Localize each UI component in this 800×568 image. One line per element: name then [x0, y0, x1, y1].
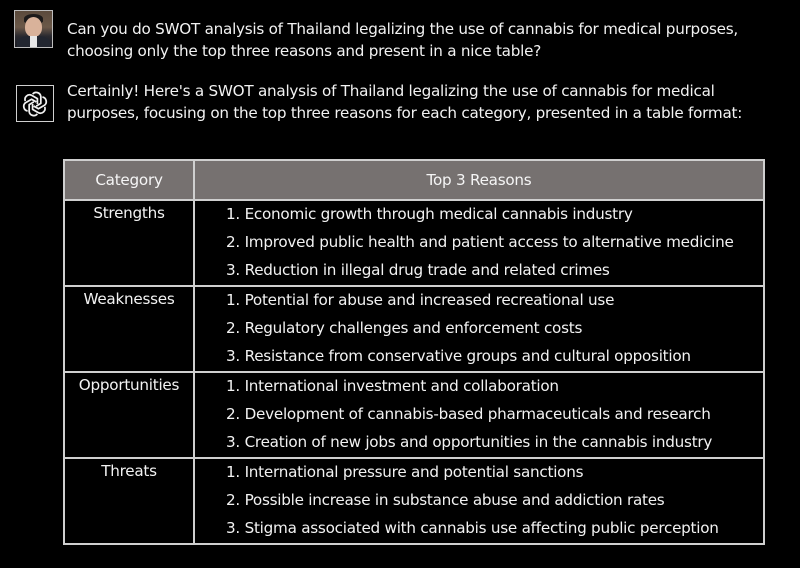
- assistant-message-line: purposes, focusing on the top three reasons for each category, presented in a table format:: [67, 104, 743, 122]
- assistant-message-line: Certainly! Here's a SWOT analysis of Thailand legalizing the use of cannabis for medical: [67, 82, 715, 100]
- avatar-collar: [30, 36, 37, 47]
- user-message-line: Can you do SWOT analysis of Thailand legalizing the use of cannabis for medical purposes,: [67, 20, 738, 38]
- reason-item: 3. Reduction in illegal drug trade and related crimes: [226, 261, 610, 279]
- category-cell: Weaknesses: [64, 286, 194, 372]
- column-header-reasons: Top 3 Reasons: [194, 160, 764, 200]
- openai-logo-icon: [21, 90, 49, 118]
- column-header-category: Category: [64, 160, 194, 200]
- reasons-cell: [194, 200, 764, 286]
- reason-item: 1. International pressure and potential sanctions: [226, 463, 584, 481]
- user-message: [67, 18, 738, 62]
- user-avatar: [14, 10, 53, 48]
- user-message-line: choosing only the top three reasons and present in a nice table?: [67, 42, 542, 60]
- reason-item: 1. Economic growth through medical cannabis industry: [226, 205, 633, 223]
- table-row-weaknesses: [64, 286, 764, 372]
- table-header-row: [64, 160, 764, 200]
- table-row-opportunities: [64, 372, 764, 458]
- assistant-message: [67, 80, 742, 124]
- assistant-avatar: [16, 85, 54, 122]
- reasons-cell: [194, 286, 764, 372]
- category-cell: Strengths: [64, 200, 194, 286]
- reasons-cell: [194, 458, 764, 544]
- reason-item: 2. Possible increase in substance abuse and addiction rates: [226, 491, 665, 509]
- category-cell: Threats: [64, 458, 194, 544]
- table-row-strengths: [64, 200, 764, 286]
- reason-item: 3. Stigma associated with cannabis use affecting public perception: [226, 519, 719, 537]
- category-cell: Opportunities: [64, 372, 194, 458]
- reason-item: 1. Potential for abuse and increased recreational use: [226, 291, 615, 309]
- reason-item: 1. International investment and collaboration: [226, 377, 559, 395]
- avatar-face: [25, 17, 42, 37]
- reason-item: 2. Improved public health and patient access to alternative medicine: [226, 233, 734, 251]
- reason-item: 3. Resistance from conservative groups and cultural opposition: [226, 347, 691, 365]
- reason-item: 2. Development of cannabis-based pharmaceuticals and research: [226, 405, 711, 423]
- reason-item: 2. Regulatory challenges and enforcement costs: [226, 319, 583, 337]
- swot-table: [63, 159, 765, 545]
- reason-item: 3. Creation of new jobs and opportunities in the cannabis industry: [226, 433, 713, 451]
- reasons-cell: [194, 372, 764, 458]
- table-row-threats: [64, 458, 764, 544]
